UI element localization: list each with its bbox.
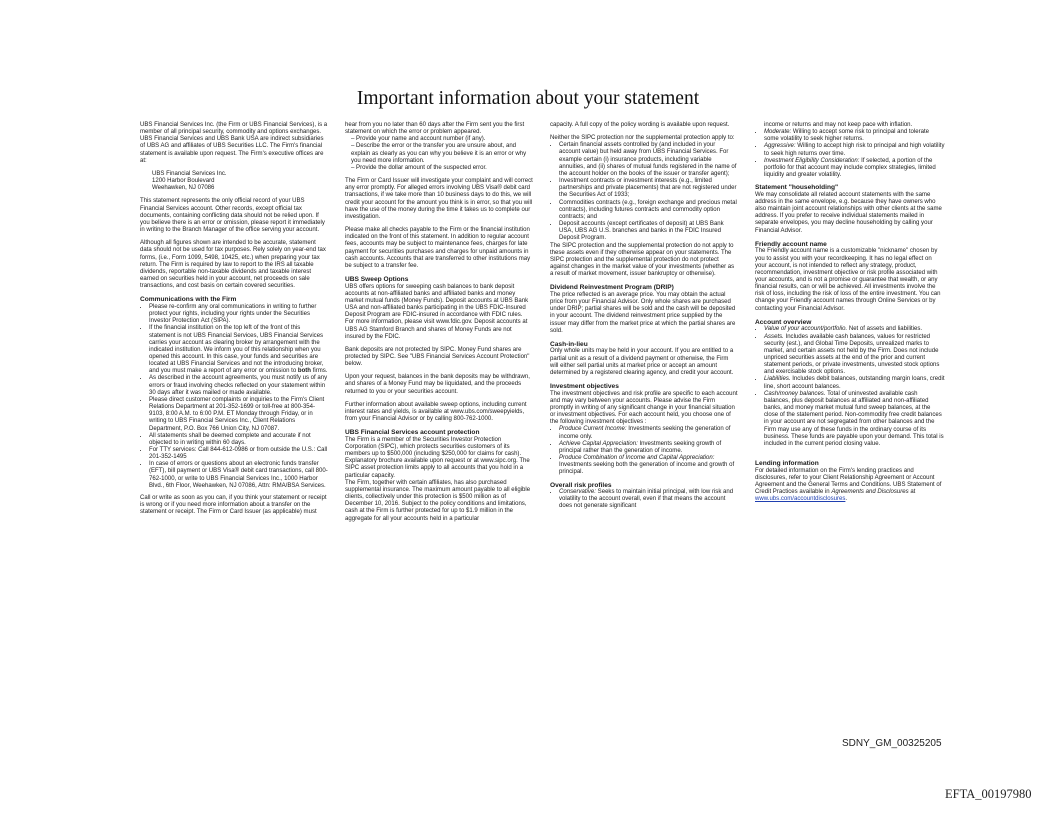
overview-label: Value of your account/portfolio. — [764, 326, 848, 333]
list-item: • Investment contracts or investment interests (e.g., limited partnerships and private placements) that are not registered under the Securities Act of 1933; — [559, 178, 738, 199]
overview-text: Includes available cash balances, values for restricted security (est.), and Global Time Deposits, unrealized marks to market, and certain assets not held by the Firm. Does not include unpriced securities assets at the end of the prior and current statement periods, or private investments, unvested stock options and exercisable stock options. — [764, 333, 940, 376]
objective-label: Achieve Capital Appreciation: — [559, 440, 638, 447]
list-item — [764, 158, 945, 179]
protection-limits-paragraph: The SIPC protection and the supplemental protection do not apply to these assets even if they otherwise appear on your statements. The SIPC protection and the supplemental protection do not protect against changes in the market value of your investments (whether as a result of market movement, issuer bankruptcy or otherwise). — [550, 242, 735, 278]
list-item — [559, 455, 738, 476]
supplemental-insurance-paragraph: The Firm, together with certain affiliates, has also purchased supplemental insurance. The maximum amount payable to all eligible clients, collectively under this protection is $500 million as of December 10, 2016. Subject to the policy conditions and limitations, cash at the Firm is further protected for up to $1.9 million in the aggregate for all your accounts held in a particular — [345, 479, 531, 522]
exclusions-intro: Neither the SIPC protection nor the supplemental protection apply to: — [550, 135, 735, 142]
drip-paragraph: The price reflected is an average price. You may obtain the actual price from your Financial Advisor. Only whole shares are purchased under DRIP; partial shares will be sold and the cash will be deposited in your account. The dividend reinvestment price supplied by the issuer may differ from the market price at which the partial shares are sold. — [550, 291, 736, 334]
official-record-paragraph: This statement represents the only official record of your UBS Financial Services account. Other records, except official tax documents, containing conflicting data should not be relied upon. If you believe there is an error or omission, please report it immediately in writing to the Branch Manager of the office serving your account. — [140, 198, 325, 234]
account-protection-heading: UBS Financial Services account protection — [345, 429, 480, 437]
checks-paragraph: Please make all checks payable to the Firm or the financial institution indicated on the front of this statement. In addition to regular account fees, accounts may be subject to maintenance fees, charges for late payment for securities purchases and charges for unpaid amounts in cash accounts. Accounts that are transferred to other institutions may be subject to a transfer fee. — [345, 227, 531, 269]
list-item: • Please re-confirm any oral communications in writing to further protect your rights, including your rights under the Securities Investor Protection Act (SIPA). — [149, 304, 328, 325]
list-item — [764, 326, 945, 333]
overview-text: Total of uninvested available cash balances, plus deposit balances at affiliated and non-affiliated banks, and money market mutual fund sweep balances, at the close of the statement period. Non-commodity free credit balances in your account are not segregated from other balances and the Firm may use any of these funds in the ordinary course of its business. These funds are payable upon your demand. This total is included in the current period closing value. — [764, 390, 944, 447]
column-1 — [140, 122, 328, 522]
list-item-text: If the financial institution on the top left of the front of this statement is not UBS Financial Services, UBS Financial Services carries your account as clearing broker by arrangement with the indicated institution. We inform you of this relationship when you opened this account. In this case, your funds and securities are located at UBS Financial Services and not the introducing broker, and you must make a report of any error or omission to — [149, 325, 324, 375]
list-item — [559, 441, 738, 455]
list-item: • For TTY services: Call 844-612-0986 or from outside the U.S.: Call 201-352-1495 — [149, 447, 328, 461]
column-4 — [755, 122, 945, 509]
objective-text: Investments seeking both the generation of income and growth of principal. — [559, 462, 735, 476]
list-item-text: firms. — [312, 368, 328, 375]
householding-paragraph: We may consolidate all related account statements with the same address in the same envelope, e.g. because they have owners who also maintain joint account relationships with other clients at the same address. If you prefer to receive individual statements mailed in separate envelopes, you may decline householding by calling your Financial Advisor. — [755, 191, 942, 234]
list-item — [764, 129, 945, 143]
address-line: Weehawken, NJ 07086 — [152, 185, 215, 192]
exclusions-list — [550, 142, 738, 242]
lending-text: . — [845, 496, 848, 503]
cash-in-lieu-heading: Cash-in-lieu — [550, 340, 588, 348]
list-item — [149, 325, 328, 375]
bates-number-efta: EFTA_00197980 — [945, 787, 1032, 801]
objective-text: Investments seeking growth of principal rather than the generation of income. — [559, 440, 722, 454]
risk-profiles-list — [550, 489, 738, 510]
risk-text: Willing to accept some risk to principal and tolerate some volatility to seek higher returns. — [764, 129, 930, 143]
bates-number-sdny: SDNY_GM_00325205 — [842, 738, 942, 749]
list-item: • As described in the account agreements, you must notify us of any errors or fraud involving checks reflected on your statement within 30 days after it was mailed or made available. — [149, 375, 328, 396]
risk-label: Moderate: — [764, 129, 792, 136]
risk-continued: income or returns and may not keep pace with inflation. — [764, 122, 913, 128]
error-paragraph: hear from you no later than 60 days after the Firm sent you the first statement on which the error or problem appeared. — [345, 122, 525, 136]
risk-profiles-list-continued — [755, 129, 945, 179]
drip-heading: Dividend Reinvestment Program (DRIP) — [550, 284, 674, 292]
account-overview-list — [755, 326, 945, 448]
risk-label: Aggressive: — [764, 143, 796, 150]
overview-text: Includes debit balances, outstanding margin loans, credit line, short account balances. — [764, 376, 945, 390]
investment-objectives-paragraph: The investment objectives and risk profile are specific to each account and may vary between your accounts. Please advise the Firm promptly in writing of any significant change in your financial situation or investment objectives. For each account held, you choose one of the following investment objectives : — [550, 390, 738, 426]
account-disclosures-link[interactable]: www.ubs.com/accountdisclosures — [755, 496, 846, 503]
sipc-paragraph: The Firm is a member of the Securities Investor Protection Corporation (SIPC), which protects securities customers of its members up to $500,000 (including $250,000 for claims for cash). Explanatory brochure available upon request or at www.sipc.org. The SIPC asset protection limits apply to all accounts that you hold in a particular capacity. — [345, 436, 530, 479]
overview-label: Liabilities. — [764, 376, 791, 383]
policy-paragraph: capacity. A full copy of the policy wording is available upon request. — [550, 122, 730, 128]
emphasis-both: both — [297, 368, 312, 375]
error-steps-list — [345, 136, 533, 172]
householding-heading: Statement "householding" — [755, 184, 839, 192]
objective-label: Produce Current Income: — [559, 426, 627, 433]
friendly-name-paragraph: The Friendly account name is a customizable "nickname" chosen by you to assist you with your recordkeeping. It has no legal effect on your account, is not intended to reflect any strategy, product, recommendation, investment objective or risk profile associated with your accounts, and is not a promise or guarantee that wealth, or any financial results, can or will be achieved. All investments involve the risk of loss, including the risk of loss of the entire investment. You can change your Friendly account names through Online Services or by contacting your Financial Advisor. — [755, 248, 941, 312]
lending-text: For detailed information on the Firm's lending practices and disclosures, refer to your Client Relationship Agreement or Account Agreement and the General Terms and Conditions. UBS Statement of Credit Practices available in — [755, 467, 942, 496]
objective-label: Produce Combination of Income and Capital Appreciation: — [559, 455, 715, 462]
list-item: – Provide your name and account number (if any). — [351, 136, 533, 143]
sweep-info-paragraph: Further information about available sweep options, including current interest rates and yields, is available at www.ubs.com/sweepyields, from your Financial Advisor or by calling 800-762-1000. — [345, 401, 527, 423]
investment-objectives-heading: Investment objectives — [550, 383, 619, 391]
list-item: – Describe the error or the transfer you are unsure about, and explain as clearly as you can why you believe it is an error or why you need more information. — [351, 143, 533, 164]
page-title: Important information about your statement — [356, 88, 700, 109]
call-or-write-paragraph: Call or write as soon as you can, if you think your statement or receipt is wrong or if you need more information about a transfer on the statement or receipt. The Firm or Card Issuer (as applicable) must — [140, 494, 327, 516]
overview-text: Net of assets and liabilities. — [848, 326, 923, 333]
column-2 — [345, 122, 533, 529]
account-overview-heading: Account overview — [755, 318, 812, 326]
sweep-options-heading: UBS Sweep Options — [345, 275, 409, 283]
friendly-name-heading: Friendly account name — [755, 240, 827, 248]
list-item — [764, 143, 945, 157]
risk-label: Conservative: — [559, 489, 596, 496]
list-item — [559, 489, 738, 510]
cash-in-lieu-paragraph: Only whole units may be held in your account. If you are entitled to a partial unit as a result of a dividend payment or otherwise, the Firm will either sell partial units at market price or accept an amount determined by a registered clearing agency, and credit your account. — [550, 348, 734, 376]
withdrawal-paragraph: Upon your request, balances in the bank deposits may be withdrawn, and shares of a Money Fund may be liquidated, and the proceeds returned to you or your securities account. — [345, 374, 530, 395]
list-item — [764, 376, 945, 390]
risk-text: Seeks to maintain initial principal, with low risk and volatility to the account overall, even if that means the account does not generate significant — [559, 489, 734, 510]
list-item: • Commodities contracts (e.g., foreign exchange and precious metal contracts), including futures contracts and commodity option contracts; and — [559, 200, 738, 221]
address-line: UBS Financial Services Inc. — [152, 170, 227, 177]
lending-paragraph — [755, 468, 945, 504]
objectives-list — [550, 426, 738, 476]
lending-text: at — [910, 489, 916, 496]
communications-list — [140, 304, 328, 490]
intro-paragraph: UBS Financial Services Inc. (the Firm or UBS Financial Services), is a member of all principal security, commodity and options exchanges. UBS Financial Services and UBS Bank USA are indirect subsidiaries of UBS AG and affiliates of UBS Securities LLC. The Firm's financial statement is available upon request. The Firm's executive offices are at: — [140, 122, 328, 164]
overview-label: Cash/money balances. — [764, 390, 826, 397]
agreements-title: Agreements and Disclosures — [831, 489, 909, 496]
list-item: • In case of errors or questions about an electronic funds transfer (EFT), bill payment or UBS Visa® debit card transactions, call 800-762-1000, or write to UBS Financial Services Inc., 1000 Harbor Blvd., 6th Floor, Weehawken, NJ 07086, Attn: RMA/BSA Services. — [149, 461, 328, 490]
list-item: • Please direct customer complaints or inquiries to the Firm's Client Relations Department at 201-352-1699 or toll-free at 800-354-9103, 8:00 A.M. to 6:00 P.M. ET Monday through Friday, or in writing to UBS Financial Services Inc., Client Relations Department, P.O. Box 766 Union City, NJ 07087. — [149, 397, 328, 433]
list-item — [764, 334, 945, 377]
address-line: 1200 Harbor Boulevard — [152, 178, 215, 185]
list-item: • All statements shall be deemed complete and accurate if not objected to in writing within 60 days. — [149, 433, 328, 447]
list-item: • Certain financial assets controlled by (and included in your account value) but held away from UBS Financial Services. For example certain (i) insurance products, including variable annuities, and (ii) shares of mutual funds registered in the name of the account holder on the books of the issuer or transfer agent); — [559, 142, 738, 178]
list-item: • Deposit accounts (except certificates of deposit) at UBS Bank USA, UBS AG U.S. branches and banks in the FDIC Insured Deposit Program. — [559, 221, 738, 242]
objective-text: Investments seeking the generation of income only. — [559, 426, 731, 440]
risk-profiles-heading: Overall risk profiles — [550, 481, 612, 489]
lending-heading: Lending information — [755, 460, 819, 468]
risk-text: If selected, a portion of the portfolio for that account may include complex strategies, limited liquidity and greater volatility. — [764, 157, 936, 179]
list-item: – Provide the dollar amount of the suspected error. — [351, 165, 533, 172]
tax-paragraph: Although all figures shown are intended to be accurate, statement data should not be used for tax purposes. Rely solely on year-end tax forms, (i.e., Form 1099, 5498, 10425, etc.) when preparing your tax return. The Firm is required by law to report to the IRS all taxable dividends, reportable non-taxable dividends and taxable interest earned on securities held in your account, net proceeds on sale transactions, and cost basis on certain covered securities. — [140, 240, 326, 290]
column-3 — [550, 122, 738, 516]
investigation-paragraph: The Firm or Card Issuer will investigate your complaint and will correct any error promptly. For alleged errors involving UBS Visa® debit card transactions, if we take more than 10 business days to do this, we will credit your account for the amount you think is in error, so that you will have the use of the money during the time it takes us to complete our investigation. — [345, 178, 533, 220]
overview-label: Assets. — [764, 333, 784, 340]
risk-text: Willing to accept high risk to principal and high volatility to seek high returns over time. — [764, 143, 945, 157]
firm-address — [140, 171, 328, 192]
list-item — [764, 391, 945, 448]
sipc-deposit-paragraph: Bank deposits are not protected by SIPC. Money Fund shares are protected by SIPC. See "UBS Financial Services Account Protection" below. — [345, 346, 530, 368]
risk-label: Investment Eligibility Consideration: — [764, 157, 860, 164]
sweep-paragraph: UBS offers options for sweeping cash balances to bank deposit accounts at non-affiliated banks and affiliated banks and money market mutual funds (Money Funds). Deposit accounts at UBS Bank USA and non-affiliated banks participating in the UBS FDIC-Insured Deposit Program are FDIC-insured in accordance with FDIC rules. For more information, please visit www.fdic.gov. Deposit accounts at UBS AG Stamford Branch and shares of Money Funds are not insured by the FDIC. — [345, 283, 529, 340]
list-item — [559, 426, 738, 440]
communications-heading: Communications with the Firm — [140, 296, 237, 304]
